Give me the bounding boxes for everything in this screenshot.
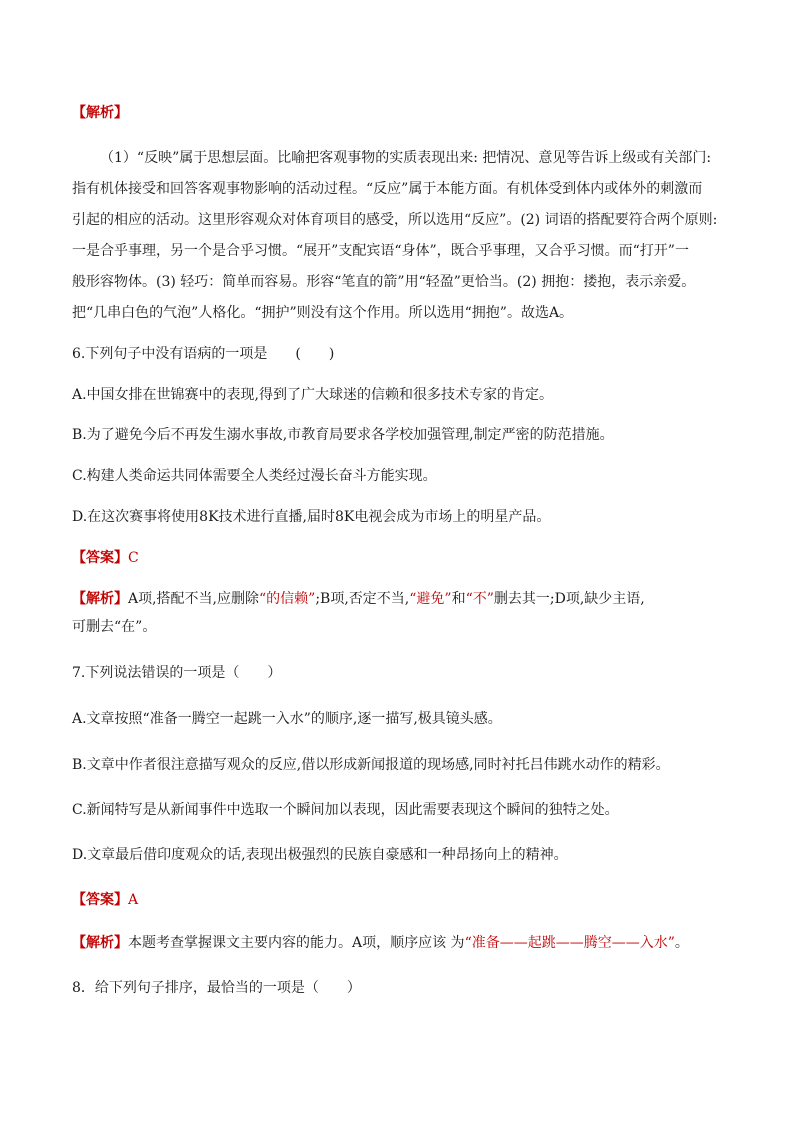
question-6-option-b: B.为了避免今后不再发生溺水事故,市教育局要求各学校加强管理,制定严密的防范措施。: [72, 427, 614, 443]
analysis-text: 删去其一;D项,缺少主语,: [493, 591, 645, 607]
answer-value: C: [128, 550, 139, 566]
analysis-text: ;B项,否定不当,: [315, 591, 410, 607]
question-6-analysis-cont: 可删去“在”。: [72, 619, 157, 635]
question-7-analysis: [72, 934, 732, 952]
answer-label: 【答案】: [72, 550, 128, 566]
analysis-label: 【解析】: [72, 935, 128, 951]
answer-label: 【答案】: [72, 892, 128, 908]
analysis-line: 把“几串白色的气泡”人格化。“拥护”则没有这个作用。所以选用“拥抱”。故选A。: [72, 305, 574, 321]
answer-value: A: [128, 892, 139, 908]
analysis-line: （1）“反映”属于思想层面。比喻把客观事物的实质表现出来: 把情况、意见等告诉上级或有关部门:: [100, 150, 712, 166]
analysis-label: 【解析】: [72, 591, 128, 607]
question-6-stem: 6.下列句子中没有语病的一项是 ( ): [72, 346, 335, 362]
question-6-option-d: D.在这次赛事将使用8K技术进行直播,届时8K电视会成为市场上的明星产品。: [72, 509, 551, 525]
question-8-stem: 8．给下列句子排序，最恰当的一项是（ ）: [72, 980, 361, 996]
analysis-line: 引起的相应的活动。这里形容观众对体育项目的感受，所以选用“反应”。(2) 词语的搭配要符合两个原则:: [72, 212, 718, 228]
question-7-option-d: D.文章最后借印度观众的话,表现出极强烈的民族自豪感和一种昂扬向上的精神。: [72, 847, 568, 863]
analysis-line: 指有机体接受和回答客观事物影响的活动过程。“反应”属于本能方面。有机体受到体内或体外的刺激而: [72, 181, 703, 197]
analysis-label: 【解析】: [72, 105, 128, 121]
analysis-text: A项,搭配不当,应删除: [128, 591, 260, 607]
question-7-option-c: C.新闻特写是从新闻事件中选取一个瞬间加以表现，因此需要表现这个瞬间的独特之处。: [72, 802, 619, 818]
question-6-analysis: [72, 590, 732, 608]
question-7-stem: 7.下列说法错误的一项是（ ）: [72, 665, 282, 681]
highlight-text: “准备——起跳——腾空——入水”: [464, 935, 675, 951]
highlight-text: “的信赖”: [259, 591, 316, 607]
analysis-text: 本题考查掌握课文主要内容的能力。A项，顺序应该 为: [128, 935, 465, 951]
highlight-text: “避免”: [409, 591, 452, 607]
analysis-line: 般形容物体。(3) 轻巧：简单而容易。形容“笔直的箭”用“轻盈”更恰当。(2) 拥抱：搂抱，表示亲爱。: [72, 274, 696, 290]
analysis-line: 一是合乎事理，另一个是合乎习惯。“展开”支配宾语“身体”，既合乎事理，又合乎习惯。而“打开”一: [72, 243, 689, 259]
analysis-text: 。: [674, 935, 689, 951]
question-7-option-b: B.文章中作者很注意描写观众的反应,借以形成新闻报道的现场感,同时衬托吕伟跳水动作的精彩。: [72, 757, 670, 773]
question-6-answer: [72, 549, 732, 567]
question-7-option-a: A.文章按照“准备一腾空一起跳一入水”的顺序,逐一描写,极具镜头感。: [72, 711, 502, 727]
highlight-text: “不”: [465, 591, 494, 607]
question-7-answer: [72, 891, 732, 909]
question-6-option-a: A.中国女排在世锦赛中的表现,得到了广大球迷的信赖和很多技术专家的肯定。: [72, 387, 554, 403]
analysis-text: 和: [451, 591, 466, 607]
question-6-option-c: C.构建人类命运共同体需要全人类经过漫长奋斗方能实现。: [72, 468, 437, 484]
